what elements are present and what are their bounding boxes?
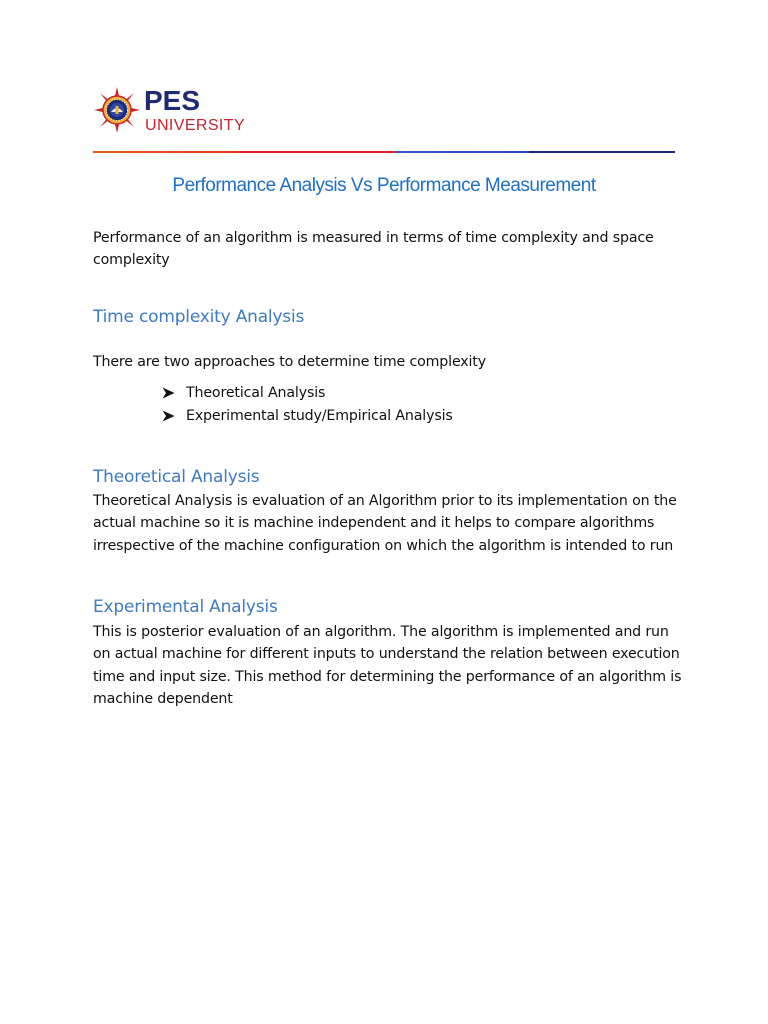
section-heading-experimental: Experimental Analysis: [93, 597, 278, 617]
divider-segment-navy: [529, 151, 675, 153]
divider-segment-orange: [93, 151, 239, 153]
divider-segment-blue: [395, 151, 529, 153]
pes-university-logo: [94, 86, 264, 138]
list-item: [162, 382, 453, 405]
approaches-list: [162, 382, 453, 428]
logo-pes-text: PES: [144, 85, 201, 116]
arrowhead-bullet-icon: [162, 387, 175, 399]
approaches-paragraph: There are two approaches to determine time complexity: [93, 354, 486, 370]
experimental-paragraph: This is posterior evaluation of an algorithm. The algorithm is implemented and run on actual machine for different inputs to understand the relation between execution time and input size. This method for determining the performance of an algorithm is machine dependent: [93, 624, 682, 708]
document-title: Performance Analysis Vs Performance Measurement: [172, 175, 596, 196]
section-heading-time-complexity: Time complexity Analysis: [93, 307, 305, 327]
university-seal-icon: [94, 87, 140, 133]
list-item-label: Experimental study/Empirical Analysis: [186, 408, 453, 424]
logo-university-text: UNIVERSITY: [145, 117, 246, 134]
list-item: [162, 405, 453, 428]
list-item-label: Theoretical Analysis: [186, 385, 326, 401]
arrowhead-bullet-icon: [162, 410, 175, 422]
theoretical-paragraph: Theoretical Analysis is evaluation of an Algorithm prior to its implementation on the actual machine so it is machine independent and it helps to compare algorithms irrespective of the machine configuration on which the algorithm is intended to run: [93, 493, 677, 554]
intro-paragraph: Performance of an algorithm is measured in terms of time complexity and space complexity: [93, 230, 654, 269]
header-divider: [93, 151, 675, 153]
divider-segment-red: [239, 151, 395, 153]
section-heading-theoretical: Theoretical Analysis: [93, 467, 260, 487]
